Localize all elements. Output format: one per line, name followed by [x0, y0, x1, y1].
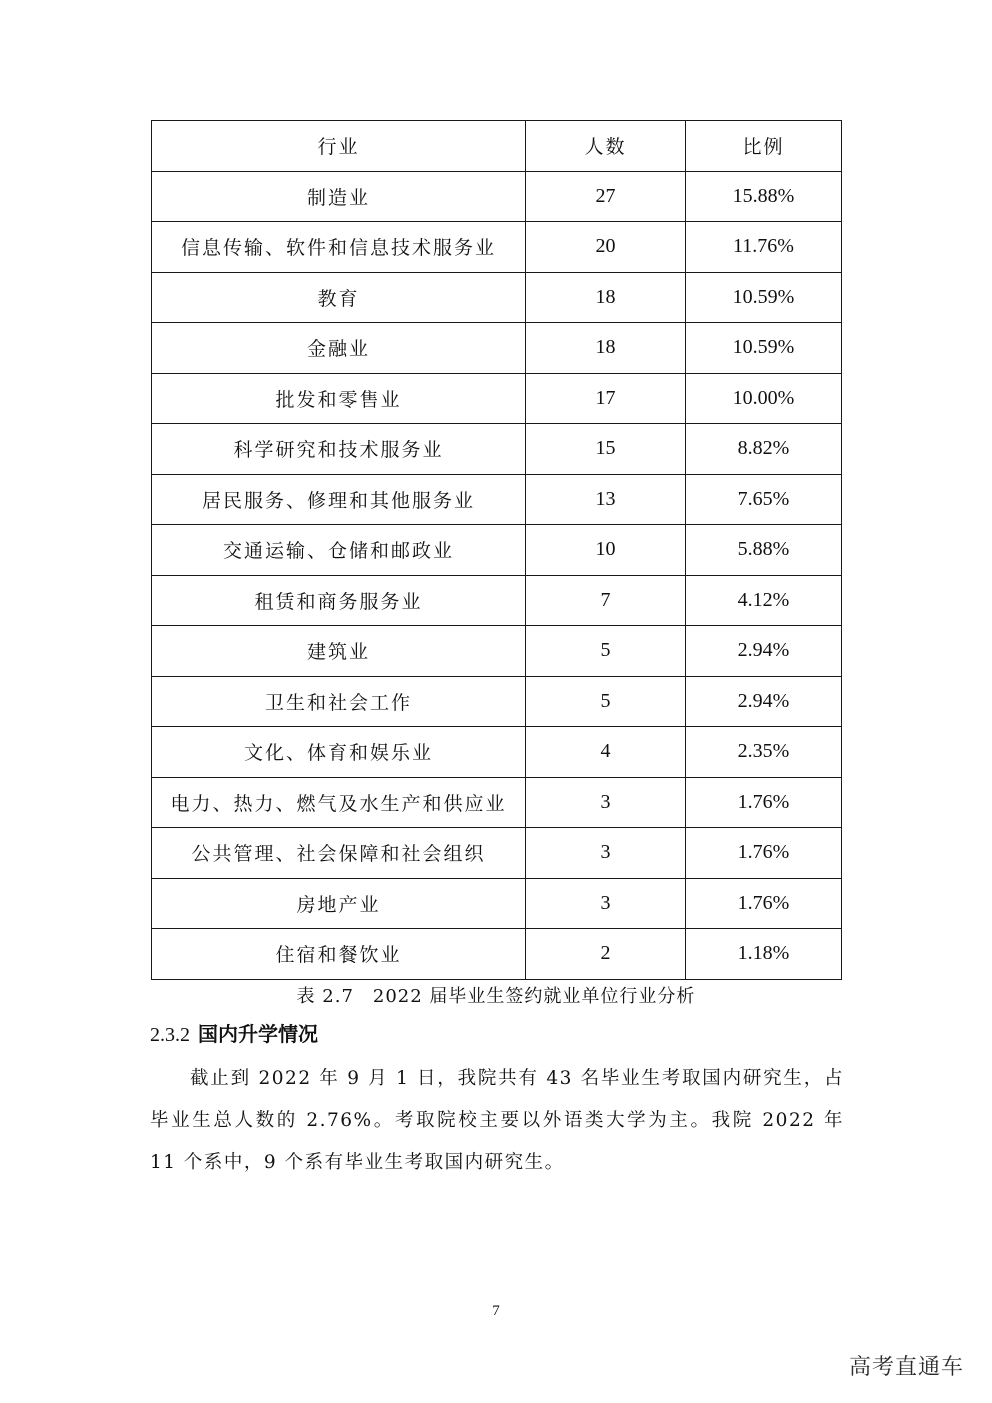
table-row — [152, 474, 842, 525]
cell-count: 18 — [526, 272, 686, 323]
page-number: 7 — [492, 1303, 500, 1319]
table-row — [152, 929, 842, 980]
cell-count: 3 — [526, 777, 686, 828]
table-row — [152, 424, 842, 475]
table-row — [152, 676, 842, 727]
table-row — [152, 222, 842, 273]
cell-ratio: 1.76% — [686, 878, 842, 929]
table-row — [152, 323, 842, 374]
cell-industry: 交通运输、仓储和邮政业 — [152, 525, 526, 576]
cell-ratio: 2.35% — [686, 727, 842, 778]
watermark: 高考直通车 — [848, 1355, 964, 1380]
cell-ratio: 2.94% — [686, 676, 842, 727]
cell-count: 15 — [526, 424, 686, 475]
cell-ratio: 5.88% — [686, 525, 842, 576]
cell-industry: 科学研究和技术服务业 — [152, 424, 526, 475]
cell-ratio: 10.59% — [686, 272, 842, 323]
cell-count: 13 — [526, 474, 686, 525]
cell-ratio: 2.94% — [686, 626, 842, 677]
table-row — [152, 727, 842, 778]
cell-ratio: 11.76% — [686, 222, 842, 273]
cell-count: 17 — [526, 373, 686, 424]
cell-industry: 住宿和餐饮业 — [152, 929, 526, 980]
section-heading — [150, 1018, 318, 1047]
cell-count: 7 — [526, 575, 686, 626]
table-row — [152, 373, 842, 424]
cell-count: 5 — [526, 676, 686, 727]
cell-ratio: 15.88% — [686, 171, 842, 222]
cell-industry: 居民服务、修理和其他服务业 — [152, 474, 526, 525]
table-row — [152, 828, 842, 879]
cell-count: 3 — [526, 828, 686, 879]
section-number: 2.3.2 — [150, 1024, 190, 1046]
body-paragraph: 截止到 2022 年 9 月 1 日，我院共有 43 名毕业生考取国内研究生，占毕业生总人数的 2.76%。考取院校主要以外语类大学为主。我院 2022 年 11 个系中，9 个系有毕业生考取国内研究生。 — [150, 1068, 844, 1173]
cell-ratio: 10.00% — [686, 373, 842, 424]
header-count: 人数 — [526, 121, 686, 172]
cell-industry: 卫生和社会工作 — [152, 676, 526, 727]
cell-industry: 信息传输、软件和信息技术服务业 — [152, 222, 526, 273]
cell-count: 5 — [526, 626, 686, 677]
header-ratio: 比例 — [686, 121, 842, 172]
cell-industry: 教育 — [152, 272, 526, 323]
cell-industry: 租赁和商务服务业 — [152, 575, 526, 626]
cell-ratio: 10.59% — [686, 323, 842, 374]
table-header-row — [152, 121, 842, 172]
cell-industry: 电力、热力、燃气及水生产和供应业 — [152, 777, 526, 828]
cell-ratio: 7.65% — [686, 474, 842, 525]
cell-industry: 制造业 — [152, 171, 526, 222]
table-body — [152, 171, 842, 979]
cell-count: 2 — [526, 929, 686, 980]
cell-ratio: 1.76% — [686, 777, 842, 828]
table-row — [152, 777, 842, 828]
section-title: 国内升学情况 — [198, 1024, 318, 1046]
cell-ratio: 8.82% — [686, 424, 842, 475]
cell-count: 4 — [526, 727, 686, 778]
table-caption: 表 2.7 2022 届毕业生签约就业单位行业分析 — [296, 986, 696, 1007]
cell-ratio: 4.12% — [686, 575, 842, 626]
table-row — [152, 272, 842, 323]
cell-count: 3 — [526, 878, 686, 929]
cell-ratio: 1.18% — [686, 929, 842, 980]
cell-count: 18 — [526, 323, 686, 374]
header-industry: 行业 — [152, 121, 526, 172]
table-row — [152, 171, 842, 222]
cell-industry: 批发和零售业 — [152, 373, 526, 424]
cell-count: 10 — [526, 525, 686, 576]
cell-industry: 金融业 — [152, 323, 526, 374]
table-row — [152, 878, 842, 929]
cell-industry: 文化、体育和娱乐业 — [152, 727, 526, 778]
cell-industry: 建筑业 — [152, 626, 526, 677]
cell-count: 27 — [526, 171, 686, 222]
table-row — [152, 525, 842, 576]
cell-count: 20 — [526, 222, 686, 273]
industry-table — [151, 120, 842, 980]
table-row — [152, 626, 842, 677]
cell-industry: 公共管理、社会保障和社会组织 — [152, 828, 526, 879]
cell-industry: 房地产业 — [152, 878, 526, 929]
table-row — [152, 575, 842, 626]
cell-ratio: 1.76% — [686, 828, 842, 879]
